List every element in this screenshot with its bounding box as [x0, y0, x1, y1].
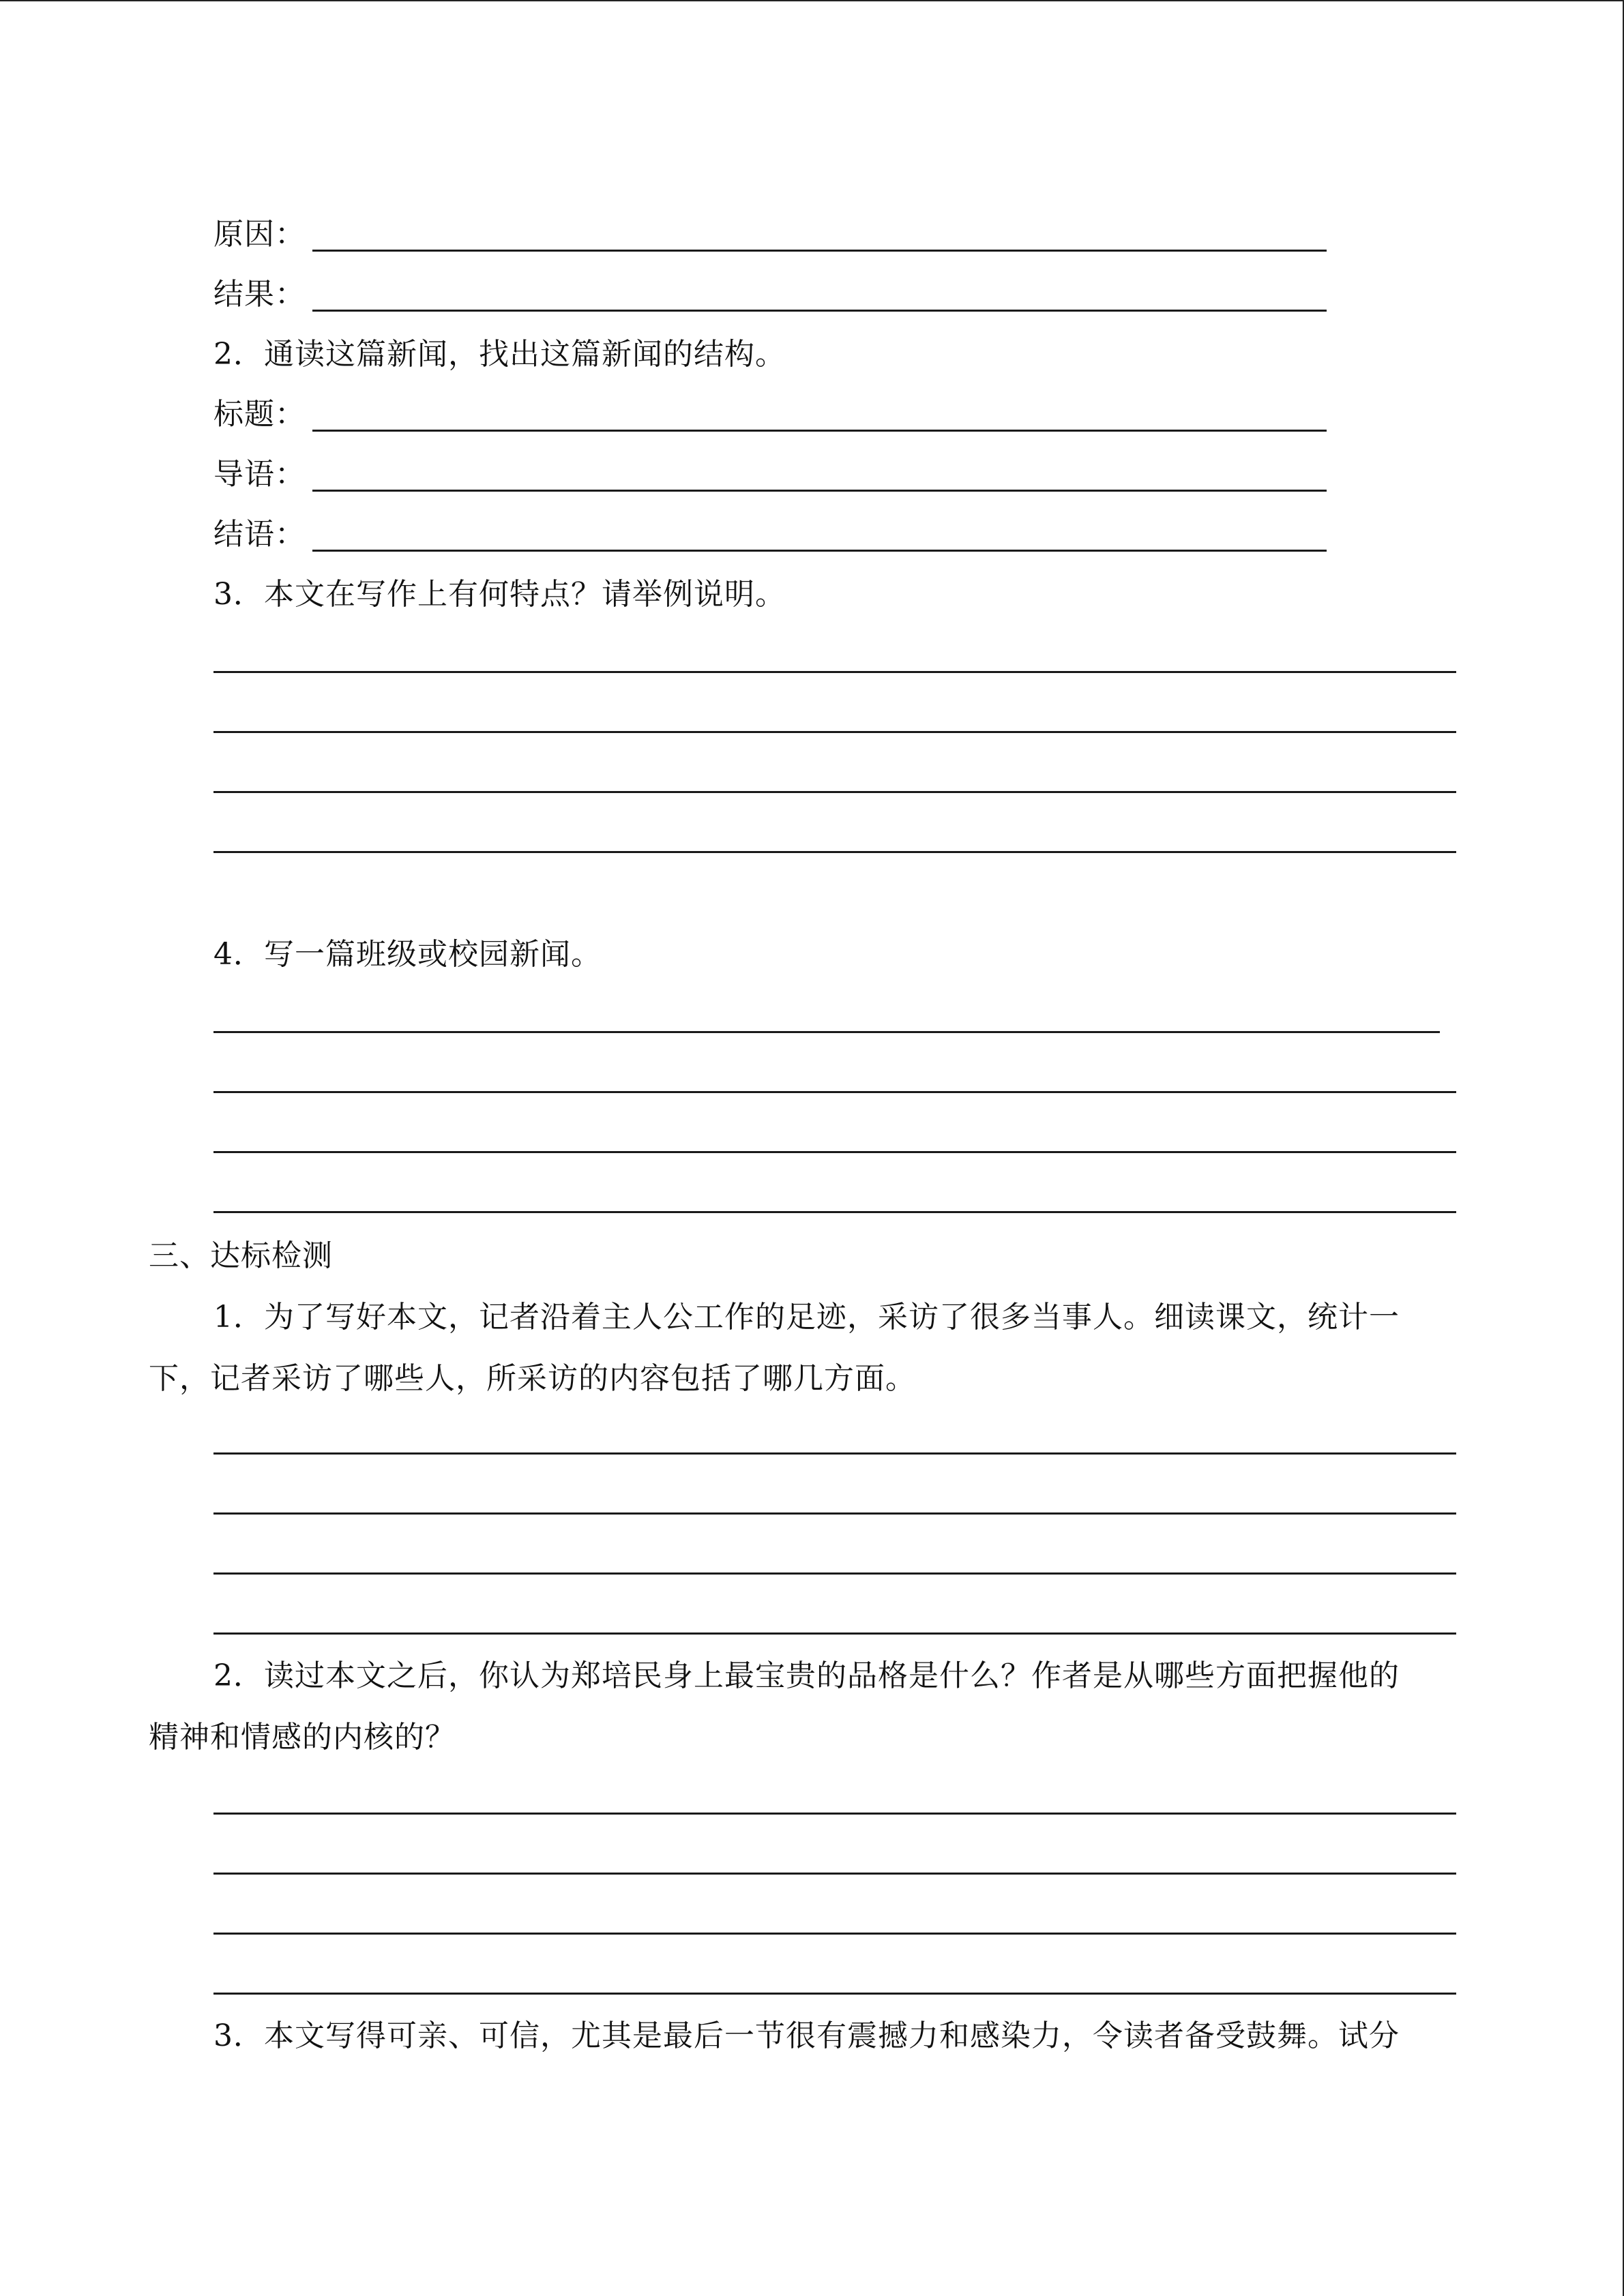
s3-question-2-line-2: 精神和情感的内核的？	[149, 1720, 456, 1755]
s3-q1-answer-line-2[interactable]	[213, 1512, 1456, 1515]
s3-q2-answer-line-4[interactable]	[213, 1993, 1456, 1995]
q4-answer-line-3[interactable]	[213, 1151, 1456, 1153]
cause-label: 原因：	[213, 217, 306, 252]
s3-q2-answer-line-2[interactable]	[213, 1873, 1456, 1875]
title-label: 标题：	[213, 397, 306, 432]
s3-question-1-line-1: 1．为了写好本文，记者沿着主人公工作的足迹，采访了很多当事人。细读课文，统计一	[213, 1300, 1400, 1335]
s3-question-1-line-2: 下，记者采访了哪些人，所采访的内容包括了哪几方面。	[149, 1361, 916, 1396]
q4-answer-line-1[interactable]	[213, 1031, 1440, 1033]
lead-label: 导语：	[213, 457, 306, 492]
s3-q1-answer-line-1[interactable]	[213, 1452, 1456, 1455]
s3-q2-answer-line-1[interactable]	[213, 1813, 1456, 1815]
cause-answer-line[interactable]	[312, 250, 1327, 252]
s3-q1-answer-line-4[interactable]	[213, 1632, 1456, 1635]
s3-question-3-line-1: 3．本文写得可亲、可信，尤其是最后一节很有震撼力和感染力，令读者备受鼓舞。试分	[213, 2018, 1400, 2053]
s3-question-2-line-1: 2．读过本文之后，你认为郑培民身上最宝贵的品格是什么？作者是从哪些方面把握他的	[213, 1658, 1400, 1693]
ending-answer-line[interactable]	[312, 550, 1327, 552]
q3-answer-line-1[interactable]	[213, 671, 1456, 673]
s3-q1-answer-line-3[interactable]	[213, 1572, 1456, 1575]
question-3-text: 3．本文在写作上有何特点？请举例说明。	[213, 577, 786, 612]
question-2-text: 2．通读这篇新闻，找出这篇新闻的结构。	[213, 337, 786, 372]
page-top-border	[0, 0, 1624, 1]
ending-label: 结语：	[213, 517, 306, 552]
title-answer-line[interactable]	[312, 430, 1327, 432]
q3-answer-line-2[interactable]	[213, 731, 1456, 733]
q4-answer-line-2[interactable]	[213, 1091, 1456, 1093]
s3-q2-answer-line-3[interactable]	[213, 1933, 1456, 1935]
question-4-text: 4．写一篇班级或校园新闻。	[213, 937, 602, 972]
result-label: 结果：	[213, 277, 306, 312]
lead-answer-line[interactable]	[312, 490, 1327, 492]
q3-answer-line-3[interactable]	[213, 791, 1456, 793]
q4-answer-line-4[interactable]	[213, 1211, 1456, 1213]
section-3-heading: 三、达标检测	[149, 1238, 333, 1273]
q3-answer-line-4[interactable]	[213, 851, 1456, 853]
result-answer-line[interactable]	[312, 310, 1327, 312]
